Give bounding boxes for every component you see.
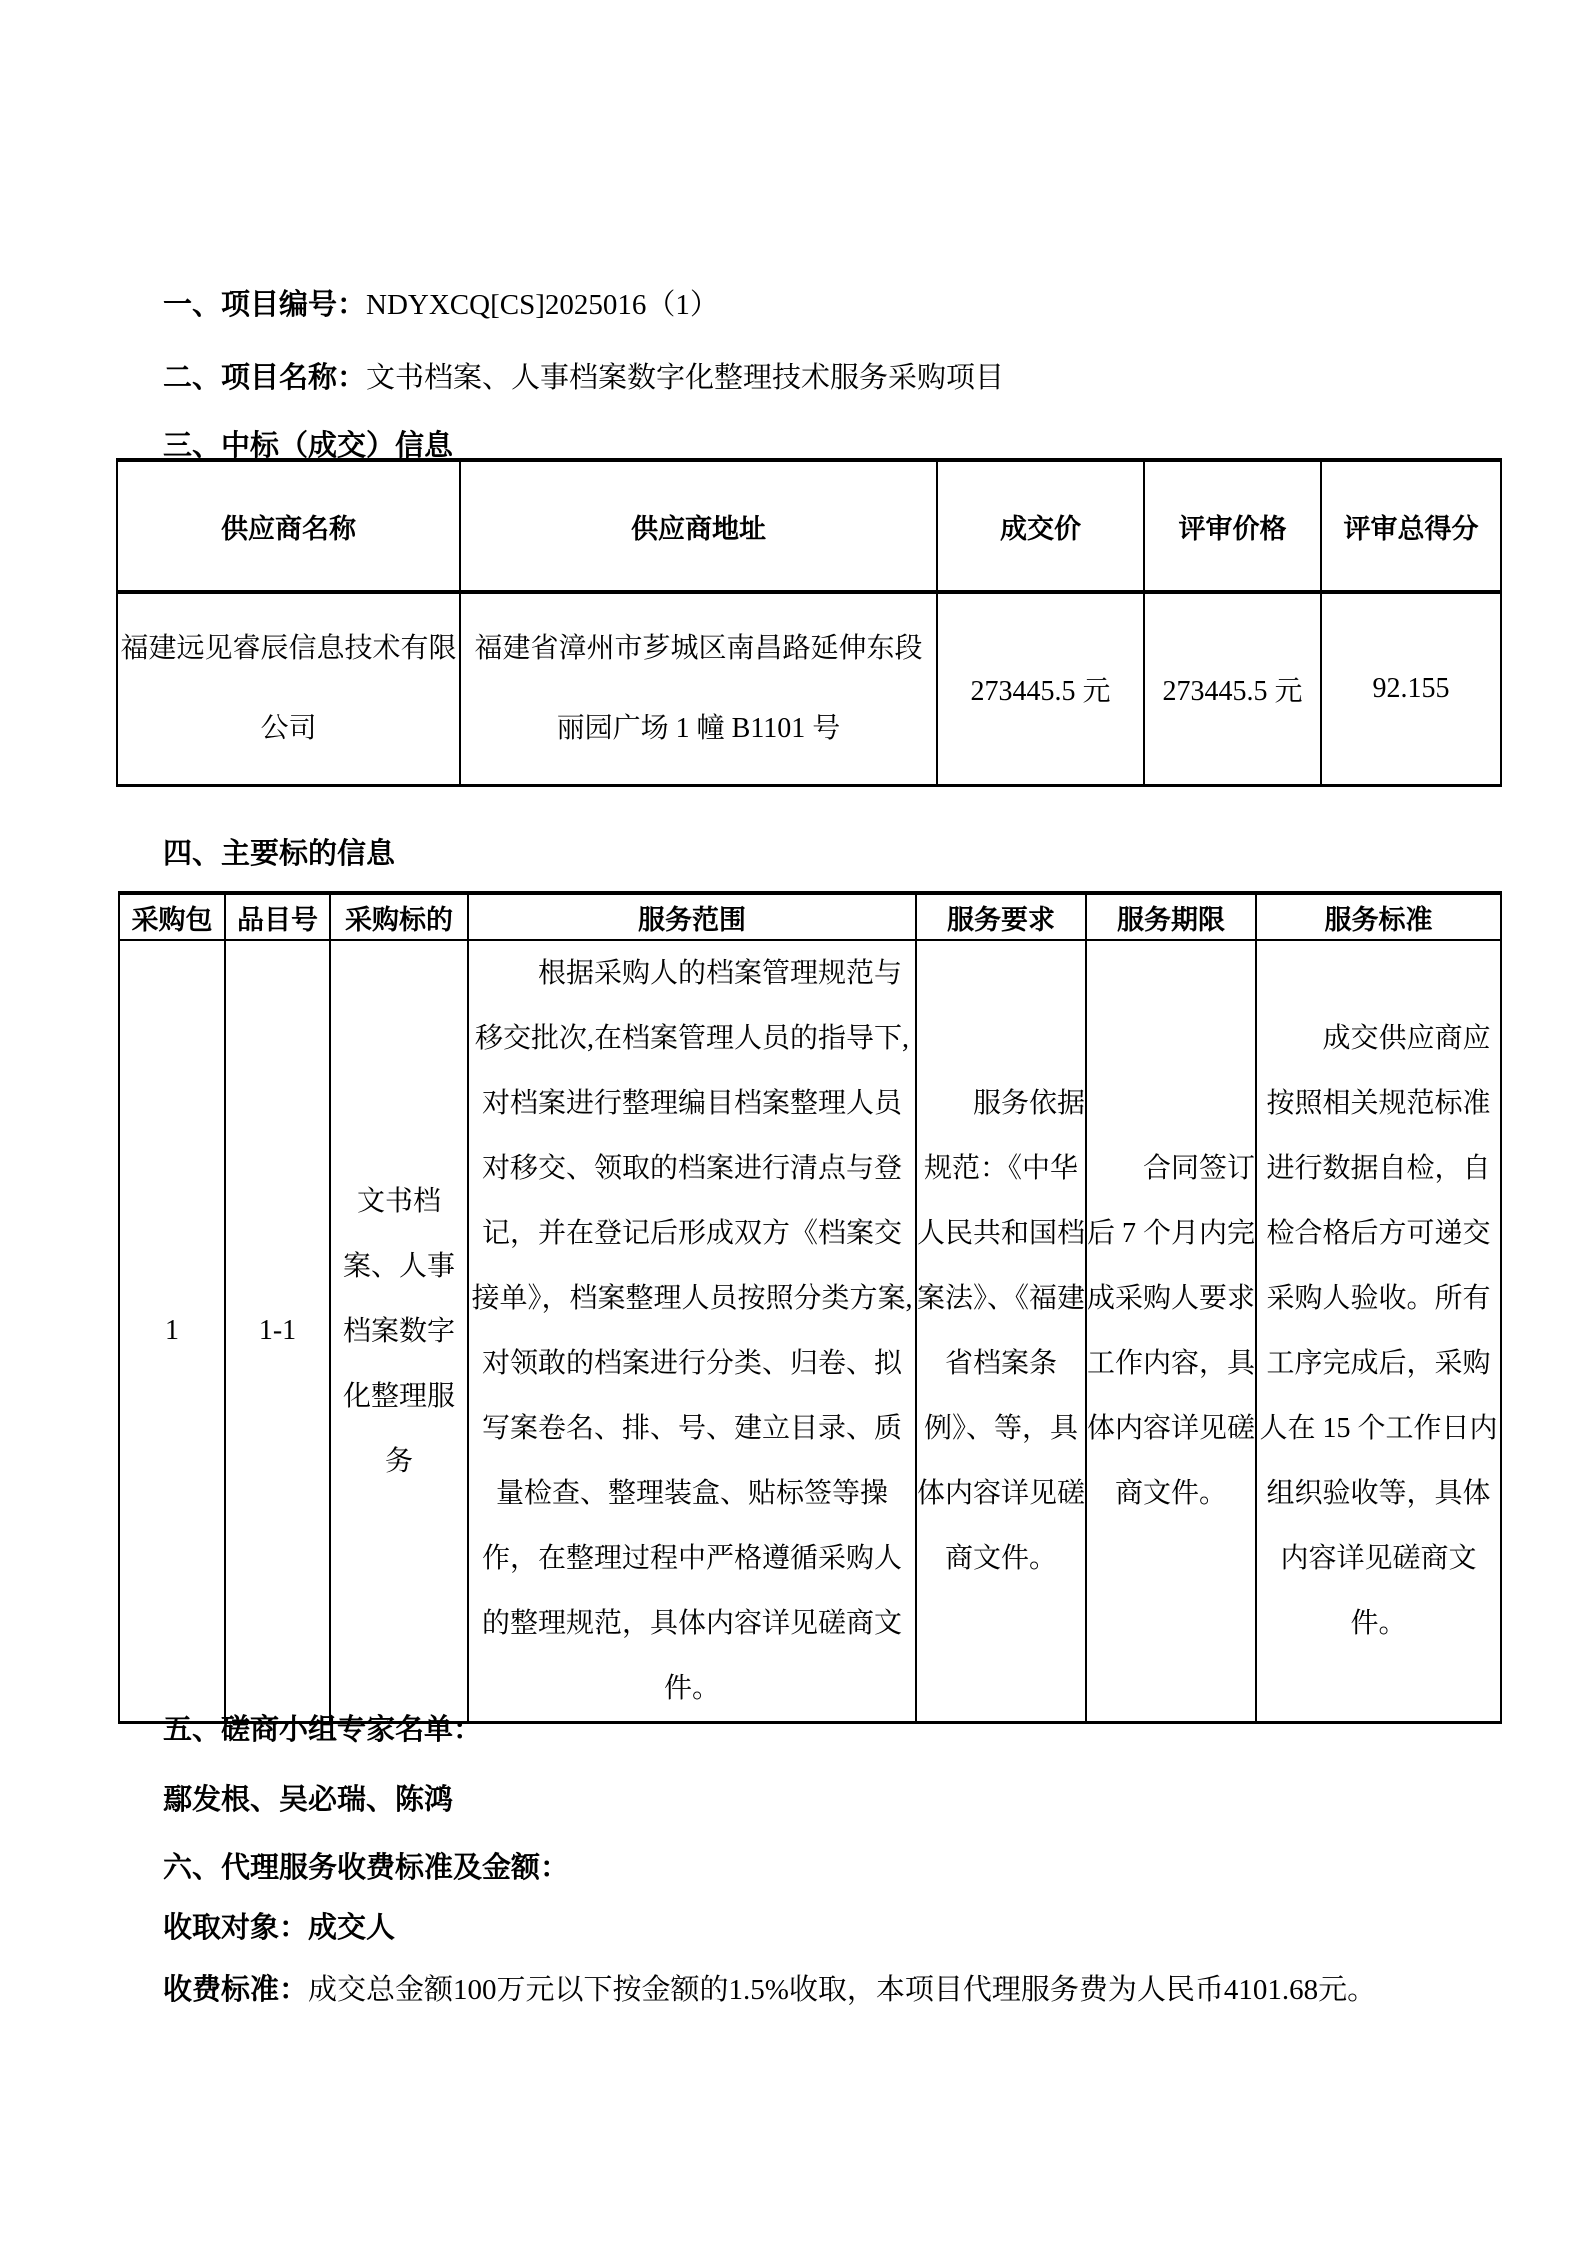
project-number-label: 一、项目编号： <box>163 289 367 321</box>
subject-info-table <box>118 891 1502 1724</box>
award-header-review-price: 评审价格 <box>1144 460 1321 592</box>
subject-header-scope: 服务范围 <box>468 893 916 940</box>
subject-header-item-no: 品目号 <box>225 893 330 940</box>
project-number-line <box>163 287 719 323</box>
service-requirement-cell: 服务依据规范：《中华人民共和国档案法》、《福建省档案条例》、等，具体内容详见磋商文件。 <box>916 940 1086 1723</box>
fee-target-line <box>163 1910 395 1946</box>
service-period-cell: 合同签订后 7 个月内完成采购人要求工作内容，具体内容详见磋商文件。 <box>1086 940 1256 1723</box>
project-name-label: 二、项目名称： <box>163 362 367 394</box>
subject-header-requirement: 服务要求 <box>916 893 1086 940</box>
expert-list-heading: 五、磋商小组专家名单： <box>163 1714 483 1746</box>
item-no-cell: 1-1 <box>225 940 330 1723</box>
fee-standard-label: 收费标准： <box>163 1974 309 2006</box>
fee-standard-line <box>163 1972 1376 2008</box>
project-number-value: NDYXCQ[CS]2025016（1） <box>366 289 719 321</box>
fee-target-value: 成交人 <box>308 1912 396 1944</box>
subject-table-data-row <box>119 940 1501 1723</box>
award-table-header-row <box>117 460 1501 592</box>
award-header-supplier-address: 供应商地址 <box>460 460 937 592</box>
subject-info-heading: 四、主要标的信息 <box>163 838 396 870</box>
award-header-review-score: 评审总得分 <box>1321 460 1501 592</box>
subject-header-standard: 服务标准 <box>1256 893 1501 940</box>
award-header-deal-price: 成交价 <box>937 460 1144 592</box>
subject-cell: 文书档案、人事档案数字化整理服务 <box>330 940 468 1723</box>
supplier-name-cell: 福建远见睿辰信息技术有限公司 <box>117 592 460 785</box>
award-info-heading: 三、中标（成交）信息 <box>163 430 454 462</box>
award-table-data-row <box>117 592 1501 785</box>
expert-names: 鄢发根、吴必瑞、陈鸿 <box>163 1784 454 1816</box>
subject-header-package: 采购包 <box>119 893 225 940</box>
project-name-value: 文书档案、人事档案数字化整理技术服务采购项目 <box>366 362 1005 394</box>
fee-target-label: 收取对象： <box>163 1912 309 1944</box>
review-price-cell: 273445.5 元 <box>1144 592 1321 785</box>
project-name-line <box>163 360 1004 396</box>
fee-standard-value: 成交总金额100万元以下按金额的1.5%收取，本项目代理服务费为人民币4101.68元。 <box>308 1974 1377 2006</box>
review-score-cell: 92.155 <box>1321 592 1501 785</box>
subject-table-header-row <box>119 893 1501 940</box>
award-header-supplier-name: 供应商名称 <box>117 460 460 592</box>
service-standard-cell: 成交供应商应按照相关规范标准进行数据自检，自检合格后方可递交采购人验收。所有工序完成后，采购人在 15 个工作日内组织验收等，具体内容详见磋商文件。 <box>1256 940 1501 1723</box>
subject-header-period: 服务期限 <box>1086 893 1256 940</box>
deal-price-cell: 273445.5 元 <box>937 592 1144 785</box>
service-scope-cell: 根据采购人的档案管理规范与移交批次,在档案管理人员的指导下,对档案进行整理编目档案整理人员对移交、领取的档案进行清点与登记，并在登记后形成双方《档案交接单》，档案整理人员按照分类方案,对领敢的档案进行分类、归卷、拟写案卷名、排、号、建立目录、质量检查、整理装盒、贴标签等操作，在整理过程中严格遵循采购人的整理规范，具体内容详见磋商文件。 <box>468 940 916 1723</box>
package-cell: 1 <box>119 940 225 1723</box>
supplier-address-cell: 福建省漳州市芗城区南昌路延伸东段丽园广场 1 幢 B1101 号 <box>460 592 937 785</box>
agency-fee-heading: 六、代理服务收费标准及金额： <box>163 1852 570 1884</box>
subject-header-subject: 采购标的 <box>330 893 468 940</box>
award-info-table <box>116 458 1502 787</box>
